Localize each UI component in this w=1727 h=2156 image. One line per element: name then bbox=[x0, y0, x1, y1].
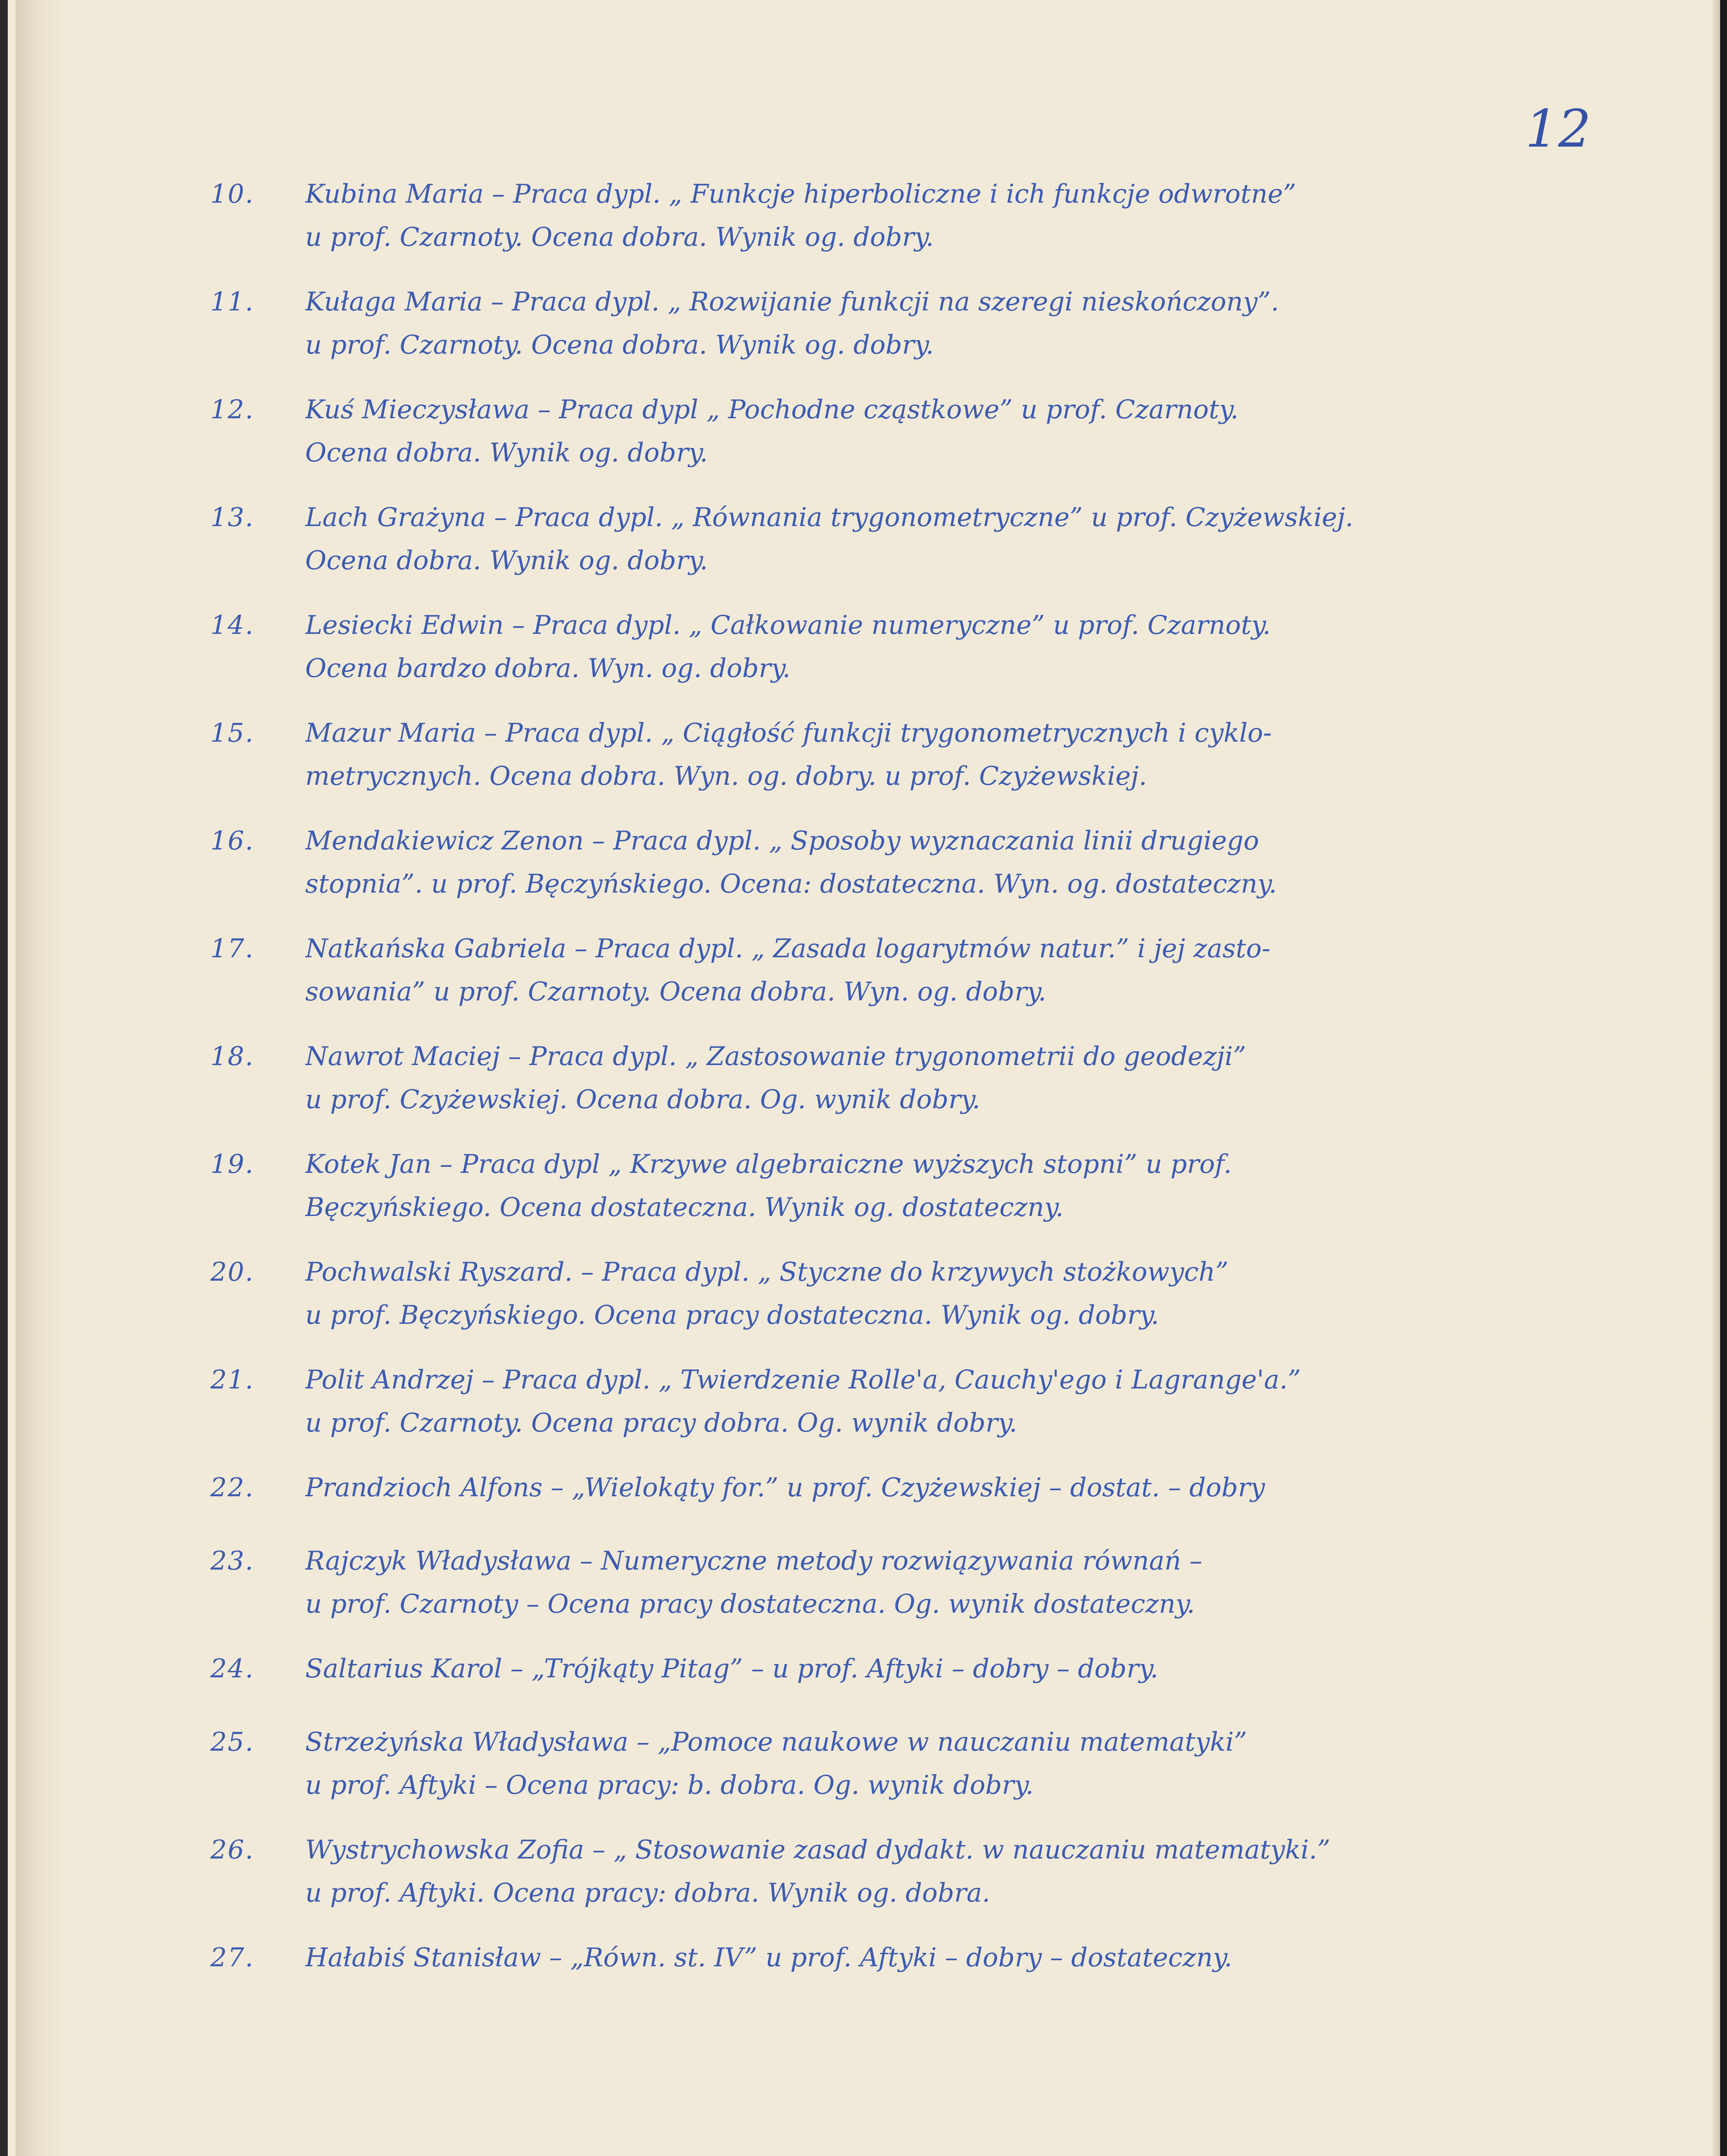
entry-line: sowania” u prof. Czarnoty. Ocena dobra. Wyn. og. dobry. bbox=[305, 977, 1047, 1007]
entry-13 bbox=[210, 496, 1646, 604]
entry-11 bbox=[210, 280, 1646, 388]
entry-line: Strzeżyńska Władysława – „Pomoce naukowe w nauczaniu matematyki” bbox=[305, 1727, 1247, 1757]
page-edge-right bbox=[1711, 0, 1720, 2156]
entry-number: 17. bbox=[210, 934, 254, 964]
entry-number: 27. bbox=[210, 1943, 254, 1973]
entry-line: Nawrot Maciej – Praca dypl. „ Zastosowanie trygonometrii do geodezji” bbox=[305, 1041, 1246, 1072]
entry-line: u prof. Bęczyńskiego. Ocena pracy dostateczna. Wynik og. dobry. bbox=[305, 1300, 1159, 1330]
entry-line: Saltarius Karol – „Trójkąty Pitag” – u prof. Aftyki – dobry – dobry. bbox=[305, 1654, 1158, 1684]
entry-line: Lach Grażyna – Praca dypl. „ Równania trygonometryczne” u prof. Czyżewskiej. bbox=[305, 502, 1354, 533]
entry-16 bbox=[210, 819, 1646, 927]
entry-line: Ocena dobra. Wynik og. dobry. bbox=[305, 438, 708, 468]
entry-line: Kułaga Maria – Praca dypl. „ Rozwijanie funkcji na szeregi nieskończony”. bbox=[305, 287, 1279, 317]
entry-number: 20. bbox=[210, 1257, 254, 1287]
entry-12 bbox=[210, 388, 1646, 496]
entry-number: 10. bbox=[210, 179, 254, 209]
entry-line: Rajczyk Władysława – Numeryczne metody rozwiązywania równań – bbox=[305, 1546, 1202, 1576]
entry-line: Natkańska Gabriela – Praca dypl. „ Zasada logarytmów natur.” i jej zasto- bbox=[305, 934, 1270, 964]
entry-line: Kubina Maria – Praca dypl. „ Funkcje hiperboliczne i ich funkcje odwrotne” bbox=[305, 179, 1296, 209]
entry-line: Pochwalski Ryszard. – Praca dypl. „ Styczne do krzywych stożkowych” bbox=[305, 1257, 1229, 1287]
entry-22 bbox=[210, 1466, 1646, 1539]
binding-fold bbox=[16, 0, 63, 2156]
entry-line: u prof. Czarnoty – Ocena pracy dostateczna. Og. wynik dostateczny. bbox=[305, 1589, 1195, 1619]
entry-line: Mazur Maria – Praca dypl. „ Ciągłość funkcji trygonometrycznych i cyklo- bbox=[305, 718, 1272, 748]
entry-15 bbox=[210, 711, 1646, 819]
entry-line: Mendakiewicz Zenon – Praca dypl. „ Sposoby wyznaczania linii drugiego bbox=[305, 826, 1259, 856]
entry-number: 24. bbox=[210, 1654, 254, 1684]
entry-line: u prof. Czyżewskiej. Ocena dobra. Og. wynik dobry. bbox=[305, 1084, 980, 1115]
entry-number: 16. bbox=[210, 826, 254, 856]
entry-26 bbox=[210, 1828, 1646, 1936]
entry-line: u prof. Aftyki. Ocena pracy: dobra. Wynik og. dobra. bbox=[305, 1878, 990, 1908]
entry-line: Wystrychowska Zofia – „ Stosowanie zasad dydakt. w nauczaniu matematyki.” bbox=[305, 1835, 1330, 1865]
entry-line: Polit Andrzej – Praca dypl. „ Twierdzenie Rolle'a, Cauchy'ego i Lagrange'a.” bbox=[305, 1365, 1301, 1395]
entry-number: 13. bbox=[210, 502, 254, 533]
entry-number: 15. bbox=[210, 718, 254, 748]
entry-line: u prof. Czarnoty. Ocena pracy dobra. Og. wynik dobry. bbox=[305, 1408, 1017, 1438]
entry-number: 25. bbox=[210, 1727, 254, 1757]
entry-line: Hałabiś Stanisław – „Równ. st. IV” u prof. Aftyki – dobry – dostateczny. bbox=[305, 1943, 1233, 1973]
entry-21 bbox=[210, 1358, 1646, 1466]
entry-line: Lesiecki Edwin – Praca dypl. „ Całkowanie numeryczne” u prof. Czarnoty. bbox=[305, 610, 1271, 640]
entry-line: u prof. Czarnoty. Ocena dobra. Wynik og. dobry. bbox=[305, 330, 934, 360]
entry-line: u prof. Aftyki – Ocena pracy: b. dobra. Og. wynik dobry. bbox=[305, 1770, 1034, 1800]
entry-line: Bęczyńskiego. Ocena dostateczna. Wynik og. dostateczny. bbox=[305, 1192, 1064, 1222]
entry-number: 26. bbox=[210, 1835, 254, 1865]
entry-14 bbox=[210, 604, 1646, 711]
entry-number: 21. bbox=[210, 1365, 254, 1395]
entry-number: 11. bbox=[210, 287, 254, 317]
entry-line: metrycznych. Ocena dobra. Wyn. og. dobry. u prof. Czyżewskiej. bbox=[305, 761, 1147, 791]
entry-line: stopnia”. u prof. Bęczyńskiego. Ocena: dostateczna. Wyn. og. dostateczny. bbox=[305, 869, 1277, 899]
entry-24 bbox=[210, 1647, 1646, 1720]
entry-line: Kotek Jan – Praca dypl „ Krzywe algebraiczne wyższych stopni” u prof. bbox=[305, 1149, 1232, 1179]
entry-line: Ocena dobra. Wynik og. dobry. bbox=[305, 545, 708, 576]
entry-number: 22. bbox=[210, 1473, 254, 1503]
entry-number: 12. bbox=[210, 395, 254, 425]
entry-line: Ocena bardzo dobra. Wyn. og. dobry. bbox=[305, 653, 791, 683]
entries-list bbox=[210, 172, 1646, 2009]
entry-line: Prandzioch Alfons – „Wielokąty for.” u prof. Czyżewskiej – dostat. – dobry bbox=[305, 1473, 1265, 1503]
entry-line: Kuś Mieczysława – Praca dypl „ Pochodne cząstkowe” u prof. Czarnoty. bbox=[305, 395, 1239, 425]
entry-line: u prof. Czarnoty. Ocena dobra. Wynik og. dobry. bbox=[305, 222, 934, 252]
entry-number: 14. bbox=[210, 610, 254, 640]
entry-20 bbox=[210, 1250, 1646, 1358]
entry-25 bbox=[210, 1720, 1646, 1828]
entry-number: 19. bbox=[210, 1149, 254, 1179]
entry-18 bbox=[210, 1035, 1646, 1143]
entry-19 bbox=[210, 1143, 1646, 1250]
entry-10 bbox=[210, 172, 1646, 280]
page-number: 12 bbox=[1525, 99, 1591, 159]
entry-number: 23. bbox=[210, 1546, 254, 1576]
entry-17 bbox=[210, 927, 1646, 1035]
entry-number: 18. bbox=[210, 1041, 254, 1072]
entry-23 bbox=[210, 1539, 1646, 1647]
entry-27 bbox=[210, 1936, 1646, 2009]
